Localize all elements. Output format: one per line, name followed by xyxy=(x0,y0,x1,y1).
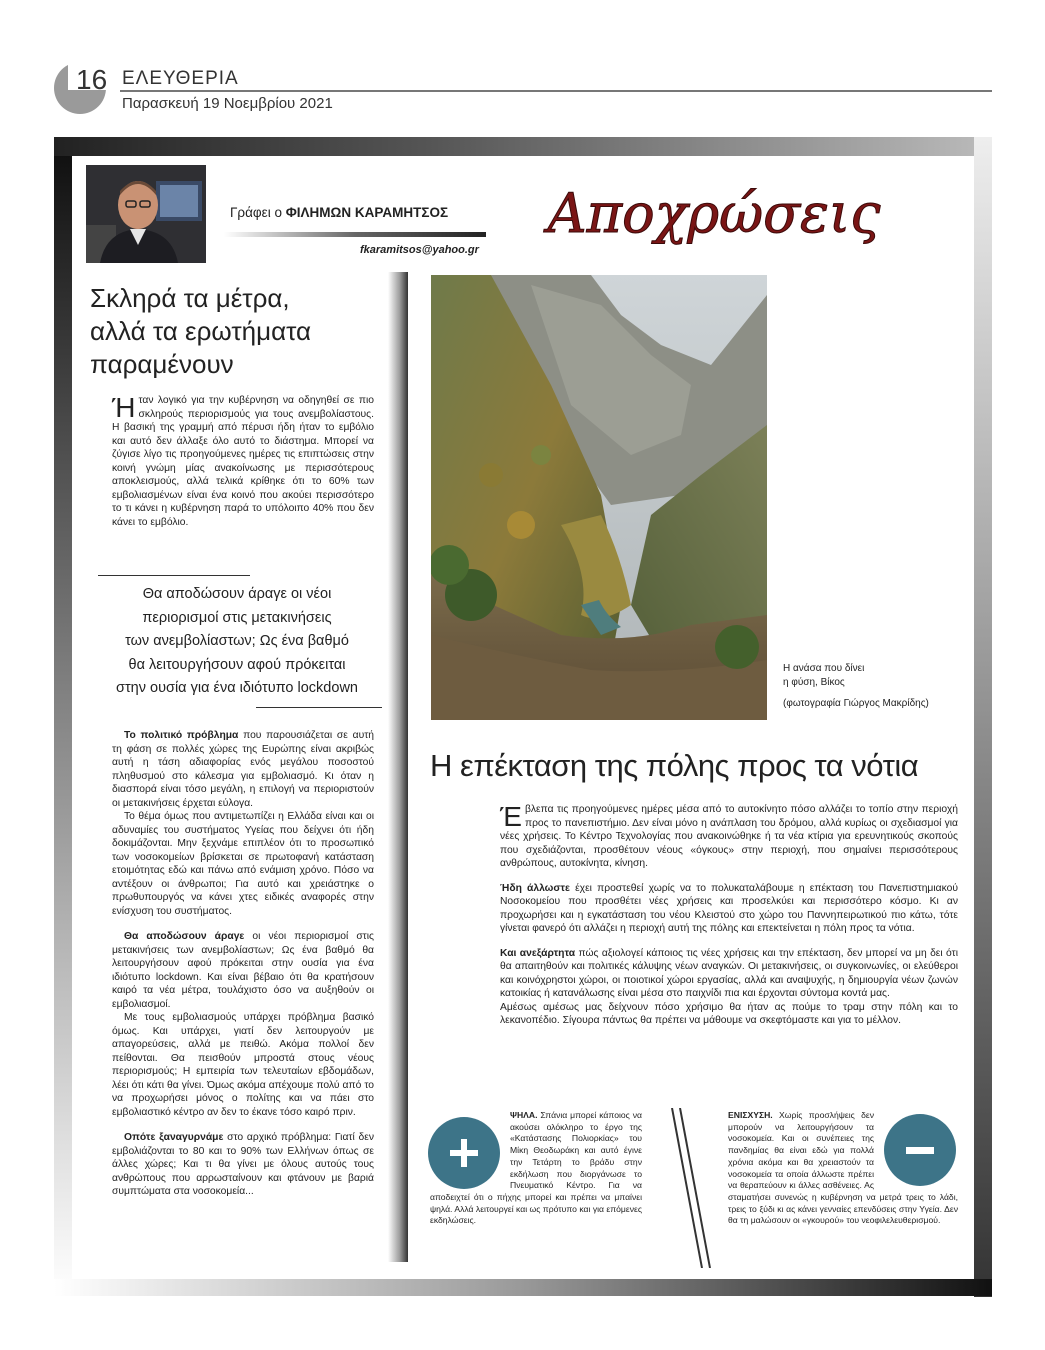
column-title-logo xyxy=(516,170,912,256)
intro-text: ταν λογικό για την κυβέρνηση να οδηγηθεί σε πιο σκληρούς περιορισμούς για τους ανεμβολίαστους. Η βασική της γραμμή από πέρυσι ήδη ήταν το εμβόλιο και αυτό δεν άλλαξε όλο αυτό το διάστημα. Μπορεί να ζύγισε λίγο τις προηγούμενες ημέρες τις επιπτώσεις στην κοινή γνώμη μίας ανακοίνωσης με περισσότερους αποκλεισμούς, αλλά τελικά κρίθηκε ότι το 60% των εμβολιασμένων είναι ένα κοινό που ακούει περισσότερο το τι κάνει η κυβέρνηση παρά το υπόλοιπο 40% που δεν κάνει το εμβόλιο. xyxy=(112,395,374,528)
author-byline xyxy=(230,205,448,220)
paragraph: Και ανεξάρτητα πώς αξιολογεί κάποιος τις νέες χρήσεις και την επέκταση, δεν μπορεί να μη δει ότι θα απαιτηθούν και πολιτικές κάλυψης νέων αναγκών. Οι μετακινήσεις, οι συγκοινωνίες, οι ελεύθεροι και κοινόχρηστοι χώροι, οι ποιοτικοί χώροι εργασίας, αλλά και αναψυχής, η δημιουργία νέων ζωνών κατοικίας ή κατανάλωσης είναι μέσα στο παιχνίδι πια και έρχονται σύντομα κοντά μας. xyxy=(500,947,958,999)
left-title-line: αλλά τα ερωτήματα xyxy=(90,316,312,346)
paragraph: Οπότε ξαναγυρνάμε στο αρχικό πρόβλημα: Γιατί δεν εμβολιάζονται το 80 και το 90% των Ελλήνων όπως σε άλλες χώρες; Και τι θα γίνει με όλους αυτούς τους ανθρώπους που αρρωσταίνουν και φτάνουν με βαριά συμπτώματα στα νοσοκομεία... xyxy=(112,1132,375,1197)
author-photo-image xyxy=(86,165,206,263)
plus-item-text: Σπάνια μπορεί κάποιος να ακούσει ολόκληρο το έργο της «Κατάστασης Πολιορκίας» του Μίκη Θεοδωράκη και αυτό έγινε την Τετάρτη το βράδυ στην εκδήλωση που διοργάνωσε το Πνευματικό Κέντρο. Για να αποδειχτεί ότι ο πήχης μπορεί και πρέπει να μπαίνει ψηλά. Αλλά λειτουργεί και ως πρότυπο και για επόμενες εκδηλώσεις. xyxy=(430,1110,642,1226)
pullquote-line: Θα αποδώσουν άραγε οι νέοι xyxy=(142,586,332,602)
right-article-title: Η επέκταση της πόλης προς τα νότια xyxy=(430,748,919,783)
author-photo xyxy=(86,165,206,263)
left-article-body xyxy=(112,729,374,1199)
column-divider xyxy=(388,272,408,1262)
plus-item xyxy=(430,1110,642,1227)
issue-date: Παρασκευή 19 Νοεμβρίου 2021 xyxy=(122,95,333,112)
page-number: 16 xyxy=(76,64,108,95)
pullquote-line: των ανεμβολίαστων; Ως ένα βαθμό xyxy=(125,633,349,649)
minus-item xyxy=(728,1110,958,1227)
pullquote xyxy=(92,583,382,701)
left-article-title xyxy=(90,282,380,381)
paragraph: Έβλεπα τις προηγούμενες ημέρες μέσα από το αυτοκίνητο πόσο αλλάζει το τοπίο στην περιοχή προς το πανεπιστήμιο. Δεν είναι μόνο η ανάπλαση του δρόμου, αλλά κυρίως οι σχεδιασμοί για νέες χρήσεις. Το Κέντρο Τεχνολογίας που ανακοινώθηκε ή τα νέα κτίρια για ερευνητικούς σκοπούς που σχεδιάζονται, προσθέτουν νέους «όγκους» στην περιοχή, που σημαίνει περισσότερους ανθρώπους, αυτοκίνητα, κίνηση. xyxy=(500,801,958,869)
paragraph: Το θέμα όμως που αντιμετωπίζει η Ελλάδα είναι και οι αδυναμίες του συστήματος Υγείας που δείχνει ότι ήδη δοκιμάζονται. Μην ξεχνάμε επιπλέον ότι το προσωπικό των νοσοκομείων βρίσκεται σε πρωτοφανή κατάσταση ετοιμότητας εδώ και πάνω από ενάμιση χρόνο. Πόσο να αντέξουν οι άνθρωποι; Για αυτό και χρειάστηκε ο πρωθυπουργός να κάνει χτες ειδικές αναφορές στην ενίσχυση του συστήματος. xyxy=(112,811,374,917)
left-title-line: Σκληρά τα μέτρα, xyxy=(90,283,290,313)
gorge-photo xyxy=(431,275,767,720)
minus-item-text: Χωρίς προσλήψεις δεν μπορούν να λειτουργήσουν τα νοσοκομεία. Και οι συνέπειες της πανδημίας θα είναι εδώ για πολλά χρόνια ακόμα και θα χρειαστούν τα νοσοκομεία τα οποία άλλωστε πρέπει να θεραπεύουν κι άλλες ασθένειες. Ας σταματήσει συνενώς η κυβέρνηση να μετρά τρεις το λάδι, τρεις το ξύδι κι ας κάνει γενναίες επενδύσεις στην Υγεία. Δεν θα τη μαλώσουν οι «γκουρού» του νεοφιλελευθερισμού. xyxy=(728,1110,958,1226)
author-prefix: Γράφει ο xyxy=(230,205,286,220)
pullquote-line: στην ουσία για ένα ιδιότυπο lockdown xyxy=(116,680,358,696)
drop-cap: Ή xyxy=(112,392,136,423)
left-title-line: παραμένουν xyxy=(90,349,234,379)
pullquote-line: θα λειτουργήσουν αφού πρόκειται xyxy=(128,656,346,673)
author-rule xyxy=(224,232,486,237)
frame-left-bar xyxy=(54,156,72,1296)
column-title-svg xyxy=(516,170,912,256)
header-rule xyxy=(120,90,992,92)
paragraph: Θα αποδώσουν άραγε οι νέοι περιορισμοί στις μετακινήσεις των ανεμβολίαστων; Ως ένα βαθμό θα λειτουργήσουν αφού πρόκειται στην ουσία για ένα ιδιότυπο lockdown. Και είναι βέβαιο ότι θα κρατήσουν καιρό τα νέα μέτρα, τουλάχιστο όσο να αυξηθούν οι εμβολιασμοί. xyxy=(112,931,374,1010)
drop-cap: Έ xyxy=(500,801,522,832)
frame-right-bar xyxy=(974,137,992,1297)
author-email[interactable]: fkaramitsos@yahoo.gr xyxy=(360,244,479,256)
page-number-badge xyxy=(54,62,106,114)
left-article-intro xyxy=(112,394,374,529)
pullquote-rule-top xyxy=(98,575,250,576)
paragraph: Το πολιτικό πρόβλημα που παρουσιάζεται σε αυτή τη φάση σε πολλές χώρες της Ευρώπης είναι ακριβώς αυτή η τάση αδιαφορίας ενός μεγάλου ποσοστού πληθυσμού στο κάλεσμα για εμβολιασμό. Κι όταν η διασπορά είναι τόσο μεγάλη, η επιλογή να περιοριστούν οι μετακινήσεις έρχεται εύλογα. xyxy=(112,730,374,809)
caption-line: η φύση, Βίκος xyxy=(783,676,845,688)
column-title-text: Αποχρώσεις xyxy=(547,182,881,245)
paragraph: Αμέσως αμέσως μας δείχνουν πόσο χρήσιμο θα ήταν ας πούμε το τραμ στην πόλη και το λεκανοπέδιο. Σίγουρα πάντως θα πρέπει να μάθουμε να σκεφτόμαστε και για το μέλλον. xyxy=(500,1001,958,1026)
author-name: ΦΙΛΗΜΩΝ ΚΑΡΑΜΗΤΣΟΣ xyxy=(285,205,449,220)
frame-bottom-bar xyxy=(54,1279,992,1296)
pullquote-rule-bottom xyxy=(256,707,382,708)
vikos-gorge-image xyxy=(431,275,767,720)
photo-credit: (φωτογραφία Γιώργος Μακρίδης) xyxy=(783,698,929,709)
photo-caption xyxy=(783,662,864,689)
minus-item-lead: ΕΝΙΣΧΥΣΗ. xyxy=(728,1110,773,1120)
caption-line: Η ανάσα που δίνει xyxy=(783,663,865,674)
newspaper-name: ΕΛΕΥΘΕΡΙΑ xyxy=(122,68,239,89)
frame-top-bar xyxy=(54,137,992,156)
right-article-body xyxy=(500,803,958,1028)
paragraph: Ήδη άλλωστε έχει προστεθεί χωρίς να το πολυκαταλάβουμε η επέκταση του Πανεπιστημιακού Νοσοκομείου που προσθέτει νέες χρήσεις και προσελκύει και περισσότερο κόσμο. Κι αν προχωρήσει και η εγκατάσταση του νέου Κλειστού στο χώρο του Παννηπειρωτικού πιο κάτω, τότε γίνεται φανερό ότι αλλάζει η περιοχή αυτή της πόλης και επεκτείνεται η πόλη προς τα νότια. xyxy=(500,882,958,934)
paragraph: Με τους εμβολιασμούς υπάρχει πρόβλημα βασικό όμως. Και υπάρχει, γιατί δεν λειτουργούν με απαγορεύσεις, αλλά με πειθώ. Ακόμα πολλοί δεν πείθονται. Θα πεισθούν μπροστά στους νέους περιορισμούς; Η εμπειρία των τελευταίων εβδομάδων, λέει ότι κάτι θα γίνει. Όμως ακόμα απέχουμε πολύ από το να προχωρήσει μόνος ο πολίτης και να πάει στο εμβολιαστικό κέντρο αν δεν το έκανε τόσο καιρό πριν. xyxy=(112,1012,374,1118)
separator-slashes xyxy=(664,1108,716,1268)
pullquote-line: περιορισμοί στις μετακινήσεις xyxy=(142,609,332,626)
plus-item-lead: ΨΗΛΑ. xyxy=(510,1110,538,1120)
